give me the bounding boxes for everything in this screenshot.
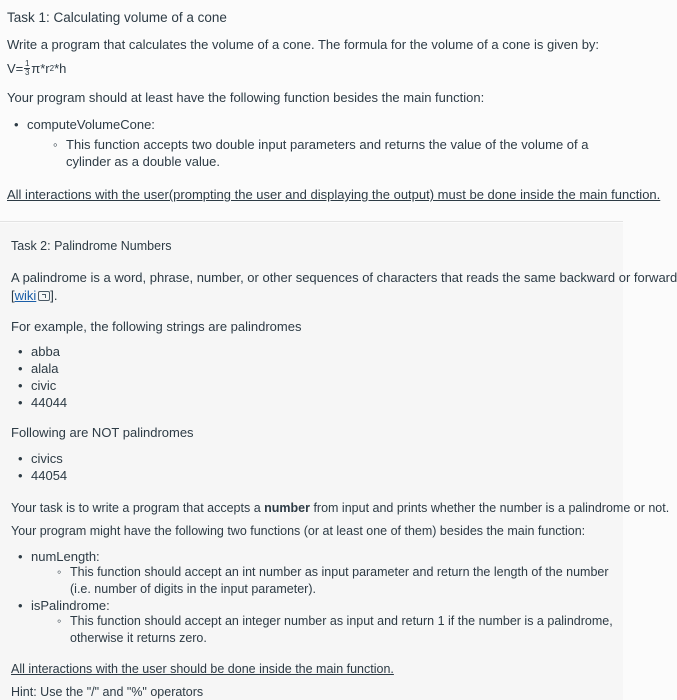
task-pre: Your task is to write a program that accepts a	[11, 501, 265, 515]
list-item: • 44054	[11, 467, 617, 484]
formula-numerator: 1	[25, 59, 30, 68]
palindrome-list	[11, 343, 617, 411]
formula-exponent: 2	[49, 64, 55, 73]
task2-title: Task 2: Palindrome Numbers	[11, 239, 172, 253]
palindrome-definition: A palindrome is a word, phrase, number, or other sequences of characters that reads the same backward or forward	[11, 270, 677, 285]
task2-instruction	[11, 501, 670, 515]
task2-hint: Hint: Use the "/" and "%" operators	[11, 685, 204, 699]
task1-intro: Your program should at least have the following function besides the main function:	[7, 90, 485, 105]
non-palindrome-list	[11, 450, 617, 484]
desc-end: ].	[50, 288, 58, 303]
palindromes-intro: For example, the following strings are palindromes	[11, 319, 302, 334]
list-item	[7, 117, 617, 170]
list-item	[11, 598, 617, 647]
function-name: isPalindrome:	[31, 598, 110, 613]
list-item: • alala	[11, 360, 617, 377]
task2-description: A palindrome is a word, phrase, number, or other sequences of characters that reads the same backward or forward [wiki ].	[11, 270, 677, 303]
function-description: ◦ This function should accept an int number as input parameter and return the length of the number (i.e. number of digits in the input parameter).	[31, 564, 617, 598]
formula-lhs: V=	[7, 61, 24, 76]
task2-functions-intro: Your program might have the following two functions (or at least one of them) besides the main function:	[11, 524, 586, 538]
cone-volume-formula	[7, 60, 617, 77]
external-link-icon	[38, 291, 50, 301]
function-name: computeVolumeCone:	[27, 117, 155, 132]
function-description: ◦ This function should accept an integer number as input and return 1 if the number is a palindrome, otherwise it returns zero.	[31, 613, 617, 647]
task-post: from input and prints whether the number is a palindrome or not.	[309, 501, 670, 515]
task2-rule: All interactions with the user should be done inside the main function.	[11, 662, 394, 676]
task2-panel	[0, 223, 677, 700]
task1-description: Write a program that calculates the volume of a cone. The formula for the volume of a cone is given by:	[7, 37, 600, 52]
formula-denominator: 3	[25, 68, 30, 77]
list-item: • abba	[11, 343, 617, 360]
task1-title: Task 1: Calculating volume of a cone	[7, 10, 227, 25]
task1-panel	[0, 0, 661, 222]
function-description: ◦ This function accepts two double input parameters and returns the value of the volume of a cylinder as a double value.	[27, 136, 617, 170]
formula-fraction	[24, 60, 30, 77]
task-bold: number	[264, 501, 310, 515]
task2-function-list	[11, 549, 617, 647]
wiki-link[interactable]: wiki	[14, 288, 37, 303]
list-item: • 44044	[11, 394, 617, 411]
non-palindromes-intro: Following are NOT palindromes	[11, 425, 194, 440]
function-name: numLength:	[31, 549, 100, 564]
list-item	[11, 549, 617, 598]
formula-pi-r: π*r	[31, 61, 50, 76]
formula-tail: *h	[54, 61, 67, 76]
list-item: • civics	[11, 450, 617, 467]
list-item: • civic	[11, 377, 617, 394]
task1-rule: All interactions with the user(prompting the user and displaying the output) must be done inside the main function.	[7, 187, 661, 202]
task1-function-list	[7, 117, 617, 170]
